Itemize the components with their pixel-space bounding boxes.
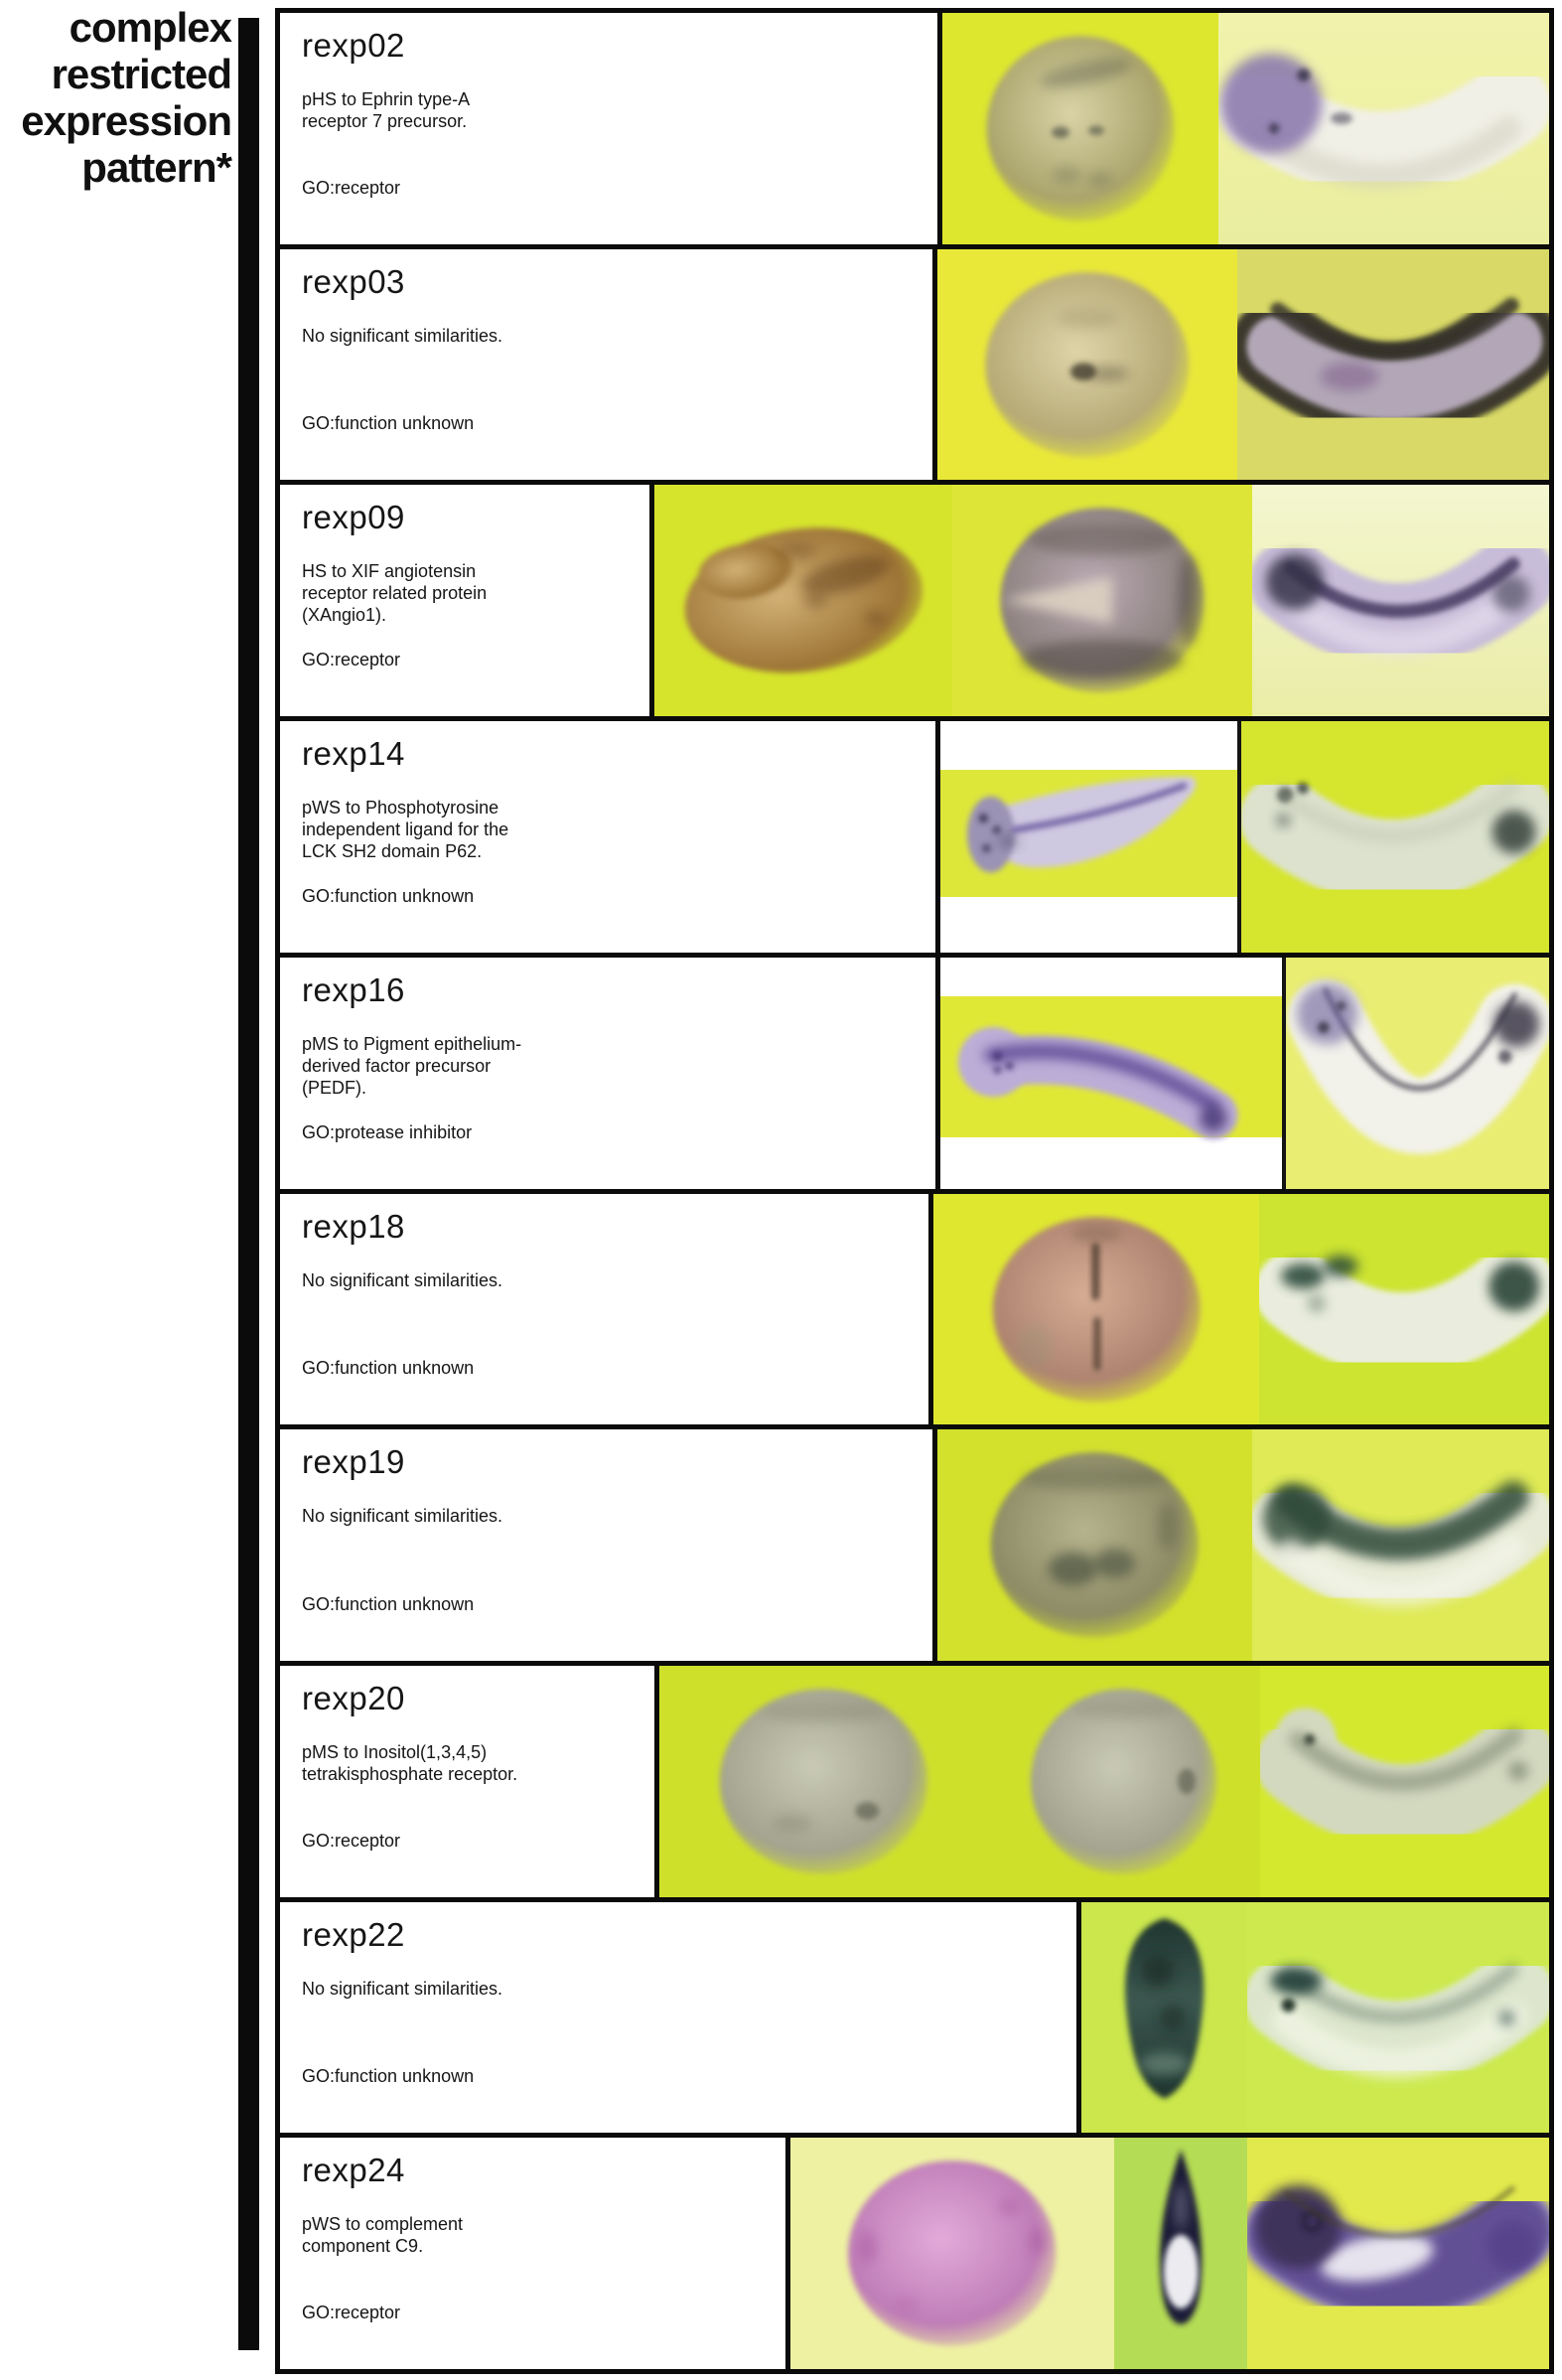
embryo-tailbud-lateral-drawing bbox=[1237, 249, 1549, 481]
entry-text-rexp03 bbox=[280, 249, 937, 481]
gene-id: rexp03 bbox=[302, 262, 405, 300]
figure-title-line-1: complex bbox=[69, 4, 231, 51]
embryo-lateral-view bbox=[659, 1666, 988, 1897]
gene-go-annotation: GO:function unknown bbox=[302, 413, 475, 434]
gene-id: rexp19 bbox=[302, 1443, 405, 1481]
tadpole-lateral-drawing bbox=[940, 721, 1237, 953]
embryo-curved bbox=[1282, 958, 1549, 1189]
embryo-tailbud-lateral bbox=[1237, 721, 1549, 953]
gene-id: rexp09 bbox=[302, 499, 405, 536]
embryo-animal-view-pink-drawing bbox=[790, 2138, 1114, 2369]
embryo-tailbud-lateral bbox=[1247, 1902, 1549, 2134]
entry-text-rexp24 bbox=[280, 2138, 790, 2369]
figure-row-rexp18 bbox=[280, 1194, 1549, 1430]
figure-title-line-2: restricted bbox=[51, 51, 231, 97]
entry-text-rexp14 bbox=[280, 721, 940, 953]
gene-description: pMS to Pigment epithelium-derived factor precursor (PEDF). bbox=[302, 1033, 522, 1098]
figure-table bbox=[275, 8, 1554, 2374]
gene-go-annotation: GO:receptor bbox=[302, 1830, 401, 1851]
gene-id: rexp24 bbox=[302, 2152, 405, 2189]
embryo-tailbud-lateral bbox=[1260, 1666, 1549, 1897]
embryo-lateral-view-drawing bbox=[659, 1666, 988, 1897]
entry-text-rexp02 bbox=[280, 13, 942, 244]
figure-row-rexp09 bbox=[280, 485, 1549, 721]
embryo-anterior-view bbox=[942, 13, 1218, 244]
figure-row-rexp24 bbox=[280, 2138, 1549, 2369]
gene-go-annotation: GO:function unknown bbox=[302, 1593, 475, 1614]
embryo-tailbud-lateral bbox=[1237, 249, 1549, 481]
embryo-tailbud-lateral-drawing bbox=[1218, 13, 1549, 244]
embryo-tailbud-lateral-drawing bbox=[1241, 721, 1549, 953]
figure-title bbox=[0, 4, 231, 191]
embryo-dorsal-dark bbox=[1081, 1902, 1247, 2134]
embryo-anterior-view-drawing bbox=[942, 13, 1218, 244]
embryo-dorsal-view-drawing bbox=[933, 1194, 1260, 1425]
gene-description: No significant similarities. bbox=[302, 1269, 503, 1290]
embryo-curved-drawing bbox=[1286, 958, 1549, 1189]
embryo-tailbud-lateral-drawing bbox=[1252, 485, 1549, 716]
figure-title-line-3: expression bbox=[21, 97, 231, 144]
gene-description: pWS to Phosphotyrosine independent ligand for the LCK SH2 domain P62. bbox=[302, 798, 509, 862]
embryo-posterior-view-drawing bbox=[937, 1429, 1252, 1661]
figure-row-rexp03 bbox=[280, 249, 1549, 486]
figure-row-rexp20 bbox=[280, 1666, 1549, 1902]
embryo-tailbud-lateral bbox=[1218, 13, 1549, 244]
embryo-tailbud-lateral bbox=[1259, 1194, 1549, 1425]
embryo-animal-view-pink bbox=[790, 2138, 1114, 2369]
embryo-vegetal-view-drawing bbox=[937, 249, 1237, 481]
gene-id: rexp14 bbox=[302, 735, 405, 773]
gene-go-annotation: GO:receptor bbox=[302, 2303, 401, 2323]
gene-description: No significant similarities. bbox=[302, 1506, 503, 1527]
figure-title-line-4: pattern* bbox=[81, 144, 231, 191]
gene-id: rexp02 bbox=[302, 27, 405, 64]
embryo-lateral-view-2-drawing bbox=[987, 1666, 1260, 1897]
embryo-dorsal-teardrop-drawing bbox=[1114, 2138, 1247, 2369]
gene-description: No significant similarities. bbox=[302, 325, 503, 346]
figure-row-rexp22 bbox=[280, 1902, 1549, 2139]
gene-id: rexp22 bbox=[302, 1915, 405, 1953]
title-divider-bar bbox=[238, 18, 259, 2350]
figure-row-rexp02 bbox=[280, 13, 1549, 249]
embryo-vegetal-view bbox=[937, 249, 1237, 481]
entry-text-rexp19 bbox=[280, 1429, 937, 1661]
embryo-tailbud-stained bbox=[1247, 2138, 1549, 2369]
entry-text-rexp18 bbox=[280, 1194, 933, 1425]
embryo-posterior-view-drawing bbox=[952, 485, 1252, 716]
gene-description: HS to XIF angiotensin receptor related protein (XAngio1). bbox=[302, 561, 488, 626]
figure-row-rexp16 bbox=[280, 958, 1549, 1194]
embryo-tailbud-lateral-drawing bbox=[1252, 1429, 1549, 1661]
embryo-lateral-brown-drawing bbox=[654, 485, 953, 716]
entry-text-rexp09 bbox=[280, 485, 654, 716]
embryo-posterior-view bbox=[937, 1429, 1252, 1661]
figure-row-rexp14 bbox=[280, 721, 1549, 958]
gene-id: rexp20 bbox=[302, 1679, 405, 1716]
embryo-lateral-view-2 bbox=[987, 1666, 1260, 1897]
entry-text-rexp22 bbox=[280, 1902, 1081, 2134]
entry-text-rexp16 bbox=[280, 958, 940, 1189]
embryo-lateral-brown bbox=[654, 485, 953, 716]
entry-text-rexp20 bbox=[280, 1666, 659, 1897]
tadpole-lateral bbox=[940, 721, 1237, 953]
gene-id: rexp18 bbox=[302, 1207, 405, 1245]
embryo-tailbud-lateral-drawing bbox=[1247, 1902, 1549, 2134]
gene-description: No significant similarities. bbox=[302, 1978, 503, 1999]
tadpole-lateral-stained-drawing bbox=[940, 958, 1282, 1189]
gene-id: rexp16 bbox=[302, 970, 405, 1008]
gene-description: pMS to Inositol(1,3,4,5) tetrakisphosphate receptor. bbox=[302, 1741, 518, 1784]
embryo-tailbud-lateral bbox=[1252, 485, 1549, 716]
gene-go-annotation: GO:function unknown bbox=[302, 1358, 475, 1379]
figure-row-rexp19 bbox=[280, 1429, 1549, 1666]
gene-go-annotation: GO:function unknown bbox=[302, 885, 475, 906]
embryo-dorsal-view bbox=[933, 1194, 1260, 1425]
embryo-tailbud-lateral-drawing bbox=[1260, 1666, 1549, 1897]
gene-go-annotation: GO:protease inhibitor bbox=[302, 1121, 473, 1142]
gene-description: pWS to complement component C9. bbox=[302, 2214, 464, 2257]
embryo-tailbud-lateral bbox=[1252, 1429, 1549, 1661]
gene-go-annotation: GO:receptor bbox=[302, 650, 401, 670]
gene-description: pHS to Ephrin type-A receptor 7 precursor. bbox=[302, 89, 470, 131]
gene-go-annotation: GO:receptor bbox=[302, 177, 401, 198]
gene-go-annotation: GO:function unknown bbox=[302, 2066, 475, 2087]
tadpole-lateral-stained bbox=[940, 958, 1282, 1189]
embryo-dorsal-dark-drawing bbox=[1081, 1902, 1247, 2134]
embryo-dorsal-teardrop bbox=[1114, 2138, 1247, 2369]
embryo-tailbud-stained-drawing bbox=[1247, 2138, 1549, 2369]
embryo-posterior-view bbox=[952, 485, 1252, 716]
embryo-tailbud-lateral-drawing bbox=[1259, 1194, 1549, 1425]
